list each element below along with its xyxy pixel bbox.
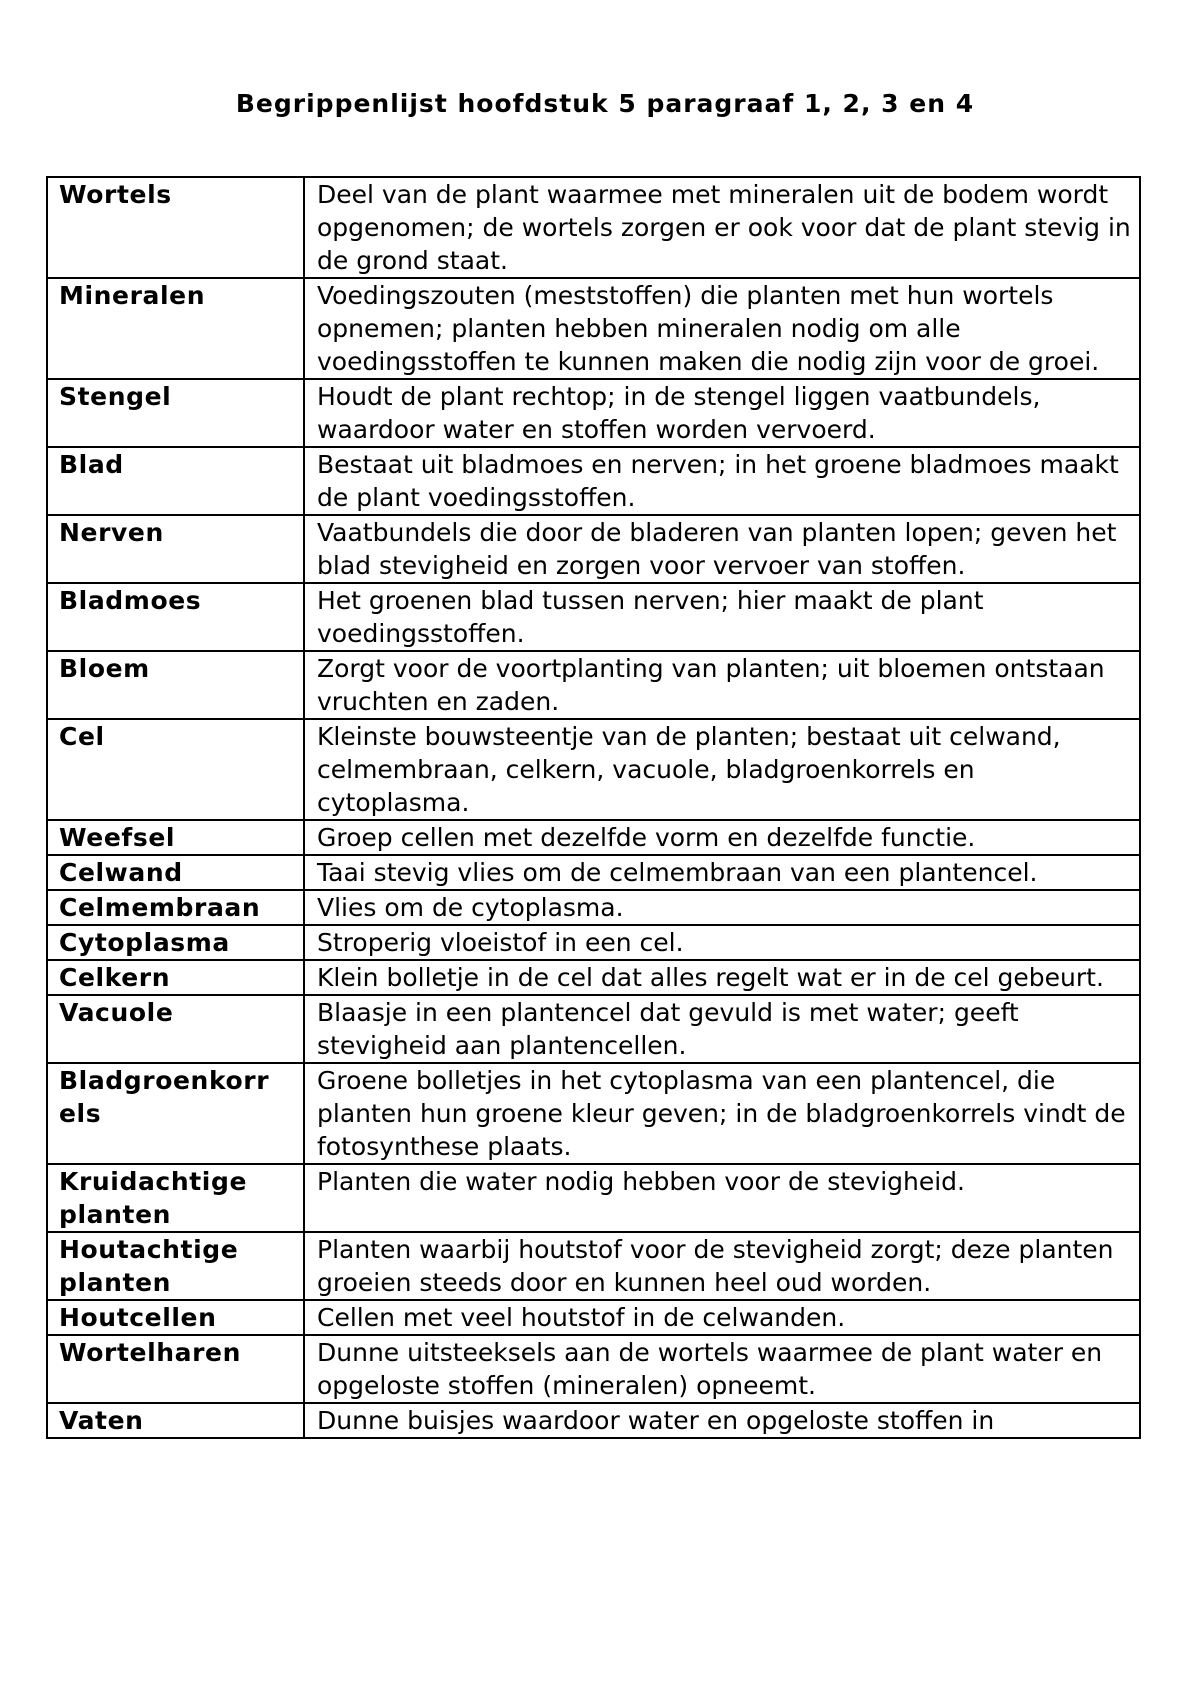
term-cell: Stengel bbox=[47, 379, 304, 447]
table-row bbox=[47, 379, 1140, 447]
term-cell: Houtcellen bbox=[47, 1300, 304, 1335]
table-row bbox=[47, 515, 1140, 583]
table-row bbox=[47, 447, 1140, 515]
definition-cell: Houdt de plant rechtop; in de stengel liggen vaatbundels, waardoor water en stoffen worden vervoerd. bbox=[304, 379, 1140, 447]
table-row bbox=[47, 651, 1140, 719]
definition-cell: Cellen met veel houtstof in de celwanden. bbox=[304, 1300, 1140, 1335]
table-row bbox=[47, 1335, 1140, 1403]
glossary-table bbox=[46, 176, 1141, 1439]
term-cell: Nerven bbox=[47, 515, 304, 583]
definition-cell: Groep cellen met dezelfde vorm en dezelfde functie. bbox=[304, 820, 1140, 855]
term-cell: Bloem bbox=[47, 651, 304, 719]
term-cell: Bladmoes bbox=[47, 583, 304, 651]
term-cell: Mineralen bbox=[47, 278, 304, 379]
table-row bbox=[47, 1164, 1140, 1232]
table-row bbox=[47, 1232, 1140, 1300]
definition-cell: Deel van de plant waarmee met mineralen uit de bodem wordt opgenomen; de wortels zorgen er ook voor dat de plant stevig in de grond staat. bbox=[304, 177, 1140, 278]
table-row bbox=[47, 820, 1140, 855]
term-cell: Weefsel bbox=[47, 820, 304, 855]
table-row bbox=[47, 1403, 1140, 1438]
term-cell: Blad bbox=[47, 447, 304, 515]
definition-cell: Zorgt voor de voortplanting van planten; uit bloemen ontstaan vruchten en zaden. bbox=[304, 651, 1140, 719]
term-cell: Kruidachtige planten bbox=[47, 1164, 304, 1232]
table-row bbox=[47, 583, 1140, 651]
glossary-body bbox=[47, 177, 1140, 1438]
table-row bbox=[47, 177, 1140, 278]
term-cell: Wortelharen bbox=[47, 1335, 304, 1403]
table-row bbox=[47, 925, 1140, 960]
definition-cell: Voedingszouten (meststoffen) die planten met hun wortels opnemen; planten hebben mineralen nodig om alle voedingsstoffen te kunnen maken die nodig zijn voor de groei. bbox=[304, 278, 1140, 379]
term-cell: Vacuole bbox=[47, 995, 304, 1063]
term-cell: Bladgroenkorr els bbox=[47, 1063, 304, 1164]
table-row bbox=[47, 719, 1140, 820]
definition-cell: Vlies om de cytoplasma. bbox=[304, 890, 1140, 925]
term-cell: Cytoplasma bbox=[47, 925, 304, 960]
definition-cell: Het groenen blad tussen nerven; hier maakt de plant voedingsstoffen. bbox=[304, 583, 1140, 651]
table-row bbox=[47, 1300, 1140, 1335]
definition-cell: Kleinste bouwsteentje van de planten; bestaat uit celwand, celmembraan, celkern, vacuole, bladgroenkorrels en cytoplasma. bbox=[304, 719, 1140, 820]
term-cell: Vaten bbox=[47, 1403, 304, 1438]
definition-cell: Klein bolletje in de cel dat alles regelt wat er in de cel gebeurt. bbox=[304, 960, 1140, 995]
term-cell: Celkern bbox=[47, 960, 304, 995]
definition-cell: Taai stevig vlies om de celmembraan van een plantencel. bbox=[304, 855, 1140, 890]
table-row bbox=[47, 278, 1140, 379]
table-row bbox=[47, 995, 1140, 1063]
table-row bbox=[47, 855, 1140, 890]
table-row bbox=[47, 890, 1140, 925]
term-cell: Wortels bbox=[47, 177, 304, 278]
term-cell: Celmembraan bbox=[47, 890, 304, 925]
table-row bbox=[47, 1063, 1140, 1164]
term-cell: Cel bbox=[47, 719, 304, 820]
definition-cell: Planten die water nodig hebben voor de stevigheid. bbox=[304, 1164, 1140, 1232]
definition-cell: Dunne buisjes waardoor water en opgeloste stoffen in bbox=[304, 1403, 1140, 1438]
term-cell: Houtachtige planten bbox=[47, 1232, 304, 1300]
definition-cell: Bestaat uit bladmoes en nerven; in het groene bladmoes maakt de plant voedingsstoffen. bbox=[304, 447, 1140, 515]
table-row bbox=[47, 960, 1140, 995]
definition-cell: Planten waarbij houtstof voor de stevigheid zorgt; deze planten groeien steeds door en kunnen heel oud worden. bbox=[304, 1232, 1140, 1300]
term-cell: Celwand bbox=[47, 855, 304, 890]
definition-cell: Dunne uitsteeksels aan de wortels waarmee de plant water en opgeloste stoffen (mineralen) opneemt. bbox=[304, 1335, 1140, 1403]
page-title: Begrippenlijst hoofdstuk 5 paragraaf 1, 2, 3 en 4 bbox=[235, 88, 975, 118]
definition-cell: Groene bolletjes in het cytoplasma van een plantencel, die planten hun groene kleur geven; in de bladgroenkorrels vindt de fotosynthese plaats. bbox=[304, 1063, 1140, 1164]
definition-cell: Blaasje in een plantencel dat gevuld is met water; geeft stevigheid aan plantencellen. bbox=[304, 995, 1140, 1063]
definition-cell: Vaatbundels die door de bladeren van planten lopen; geven het blad stevigheid en zorgen voor vervoer van stoffen. bbox=[304, 515, 1140, 583]
definition-cell: Stroperig vloeistof in een cel. bbox=[304, 925, 1140, 960]
